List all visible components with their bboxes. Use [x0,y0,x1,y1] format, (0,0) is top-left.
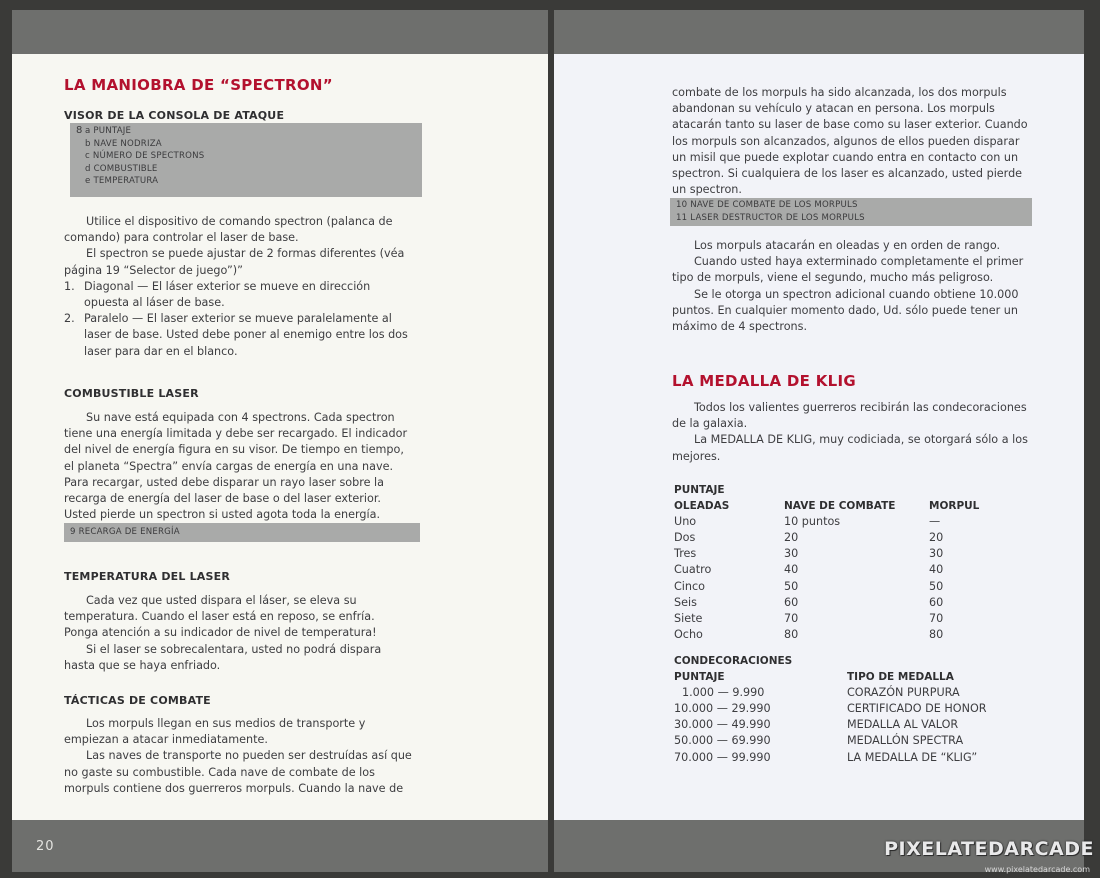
table-row: Cinco 50 50 [674,579,944,593]
table-row: Uno 10 puntos — [674,515,941,529]
heading-tacticas: TÁCTICAS DE COMBATE [64,694,211,707]
paragraph: El spectron se puede ajustar de 2 formas diferentes (véa página 19 “Selector de juego”)” [64,247,405,277]
tacticas-text [64,716,418,797]
tacticas-continued-text [672,85,1032,198]
watermark-logo: PIXELATEDARCADE [884,838,1094,860]
medal-table-header: PUNTAJE TIPO DE MEDALLA [674,671,954,684]
medal-table-label: CONDECORACIONES [674,655,793,667]
visor-legend-item: b NAVE NODRIZA [85,138,162,149]
right-page [554,10,1084,872]
visor-legend-box [70,123,422,197]
paragraph: Las naves de transporte no pueden ser destruídas así que no gaste su combustible. Cada nave de combate de los morpuls contiene dos guerreros morpuls. Cuando la nave de [64,749,412,795]
paragraph: Si el laser se sobrecalentara, usted no podrá dispara hasta que se haya enfriado. [64,642,382,672]
visor-legend-item: c NÚMERO DE SPECTRONS [85,151,205,162]
paragraph: Los morpuls atacarán en oleadas y en orden de rango. [694,239,1001,252]
heading-visor: VISOR DE LA CONSOLA DE ATAQUE [64,109,285,122]
visor-text [64,214,409,360]
morpuls-legend-item: 10 NAVE DE COMBATE DE LOS MORPULS [676,200,858,210]
left-page [12,10,548,872]
table-row: Siete 70 70 [674,611,944,625]
energy-legend-box: 9 RECARGA DE ENERGÍA [64,523,420,542]
visor-legend-item: e TEMPERATURA [85,176,159,187]
table-row: 10.000 — 29.990 CERTIFICADO DE HONOR [674,702,987,716]
score-table-label: PUNTAJE [674,484,725,496]
morpuls-legend-box [670,198,1032,226]
table-row: 70.000 — 99.990 LA MEDALLA DE “KLIG” [674,750,978,764]
paragraph: Todos los valientes guerreros recibirán las condecoraciones de la galaxia. [672,401,1027,431]
table-row: Tres 30 30 [674,547,944,561]
oleadas-text [672,238,1032,335]
paragraph: Los morpuls llegan en sus medios de transporte y empiezan a atacar inmediatamente. [64,717,366,747]
top-band [554,10,1084,54]
table-row: 1.000 — 9.990 CORAZÓN PURPURA [682,686,960,700]
table-row: Dos 20 20 [674,531,944,545]
list-item: 2. Paralelo — El laser exterior se mueve paralelamente al laser de base. Usted debe poner al enemigo entre los dos laser para dar en el blanco. [64,312,408,358]
score-table [674,482,1014,643]
paragraph: Cada vez que usted dispara el láser, se eleva su temperatura. Cuando el laser está en reposo, se enfría. Ponga atención a su indicador de nivel de temperatura! [64,594,377,640]
medal-table [674,653,1034,766]
table-row: Seis 60 60 [674,595,944,609]
watermark-url: www.pixelatedarcade.com [984,865,1090,874]
table-row: 50.000 — 69.990 MEDALLÓN SPECTRA [674,734,964,748]
score-table-header: OLEADAS NAVE DE COMBATE MORPUL [674,500,980,513]
table-row: Cuatro 40 40 [674,563,944,577]
table-row: Ocho 80 80 [674,627,944,641]
bottom-band [12,820,548,872]
section-title-medalla: LA MEDALLA DE KLIG [672,372,856,390]
paragraph: combate de los morpuls ha sido alcanzada, los dos morpuls abandonan su vehículo y atacan en persona. Los morpuls atacarán tanto su laser de base como su laser exterior. Cuando los morpuls son alcanzados, algunos de ellos pueden disparar un misil que puede explotar cuando entra en contacto con un spectron. Si cualquiera de los laser es alcanzado, usted pierde un spectron. [672,86,1028,197]
heading-temperatura: TEMPERATURA DEL LASER [64,570,231,583]
visor-legend-item: d COMBUSTIBLE [85,163,158,174]
top-band [12,10,548,54]
paragraph: Utilice el dispositivo de comando spectron (palanca de comando) para controlar el laser de base. [64,215,393,245]
list-item: 1. Diagonal — El láser exterior se mueve en dirección opuesta al láser de base. [64,279,371,310]
heading-combustible: COMBUSTIBLE LASER [64,387,199,400]
temperatura-text [64,593,412,674]
morpuls-legend-item: 11 LASER DESTRUCTOR DE LOS MORPULS [676,212,865,223]
paragraph: Se le otorga un spectron adicional cuando obtiene 10.000 puntos. En cualquier momento dado, Ud. sólo puede tener un máximo de 4 spectrons. [672,287,1019,334]
section-title-maniobra: LA MANIOBRA DE “SPECTRON” [64,76,333,94]
paragraph: Su nave está equipada con 4 spectrons. Cada spectron tiene una energía limitada y debe ser recargado. El indicador del nivel de energía figura en su visor. De tiempo en tiempo, el planeta “Spectra” envía cargas de energía en una nave. Para recargar, usted debe disparar un rayo laser sobre la recarga de energía del laser de base o del laser exterior. Usted pierde un spectron si usted agota toda la energía. [64,411,408,522]
page-number-left: 20 [36,839,55,854]
combustible-text [64,410,412,523]
paragraph: La MEDALLA DE KLIG, muy codiciada, se otorgará sólo a los mejores. [672,433,1028,463]
table-row: 30.000 — 49.990 MEDALLA AL VALOR [674,718,959,732]
visor-legend-item: 8 a PUNTAJE [76,125,132,136]
paragraph: Cuando usted haya exterminado completamente el primer tipo de morpuls, viene el segundo, mucho más peligroso. [672,255,1024,285]
medalla-text [672,400,1032,465]
